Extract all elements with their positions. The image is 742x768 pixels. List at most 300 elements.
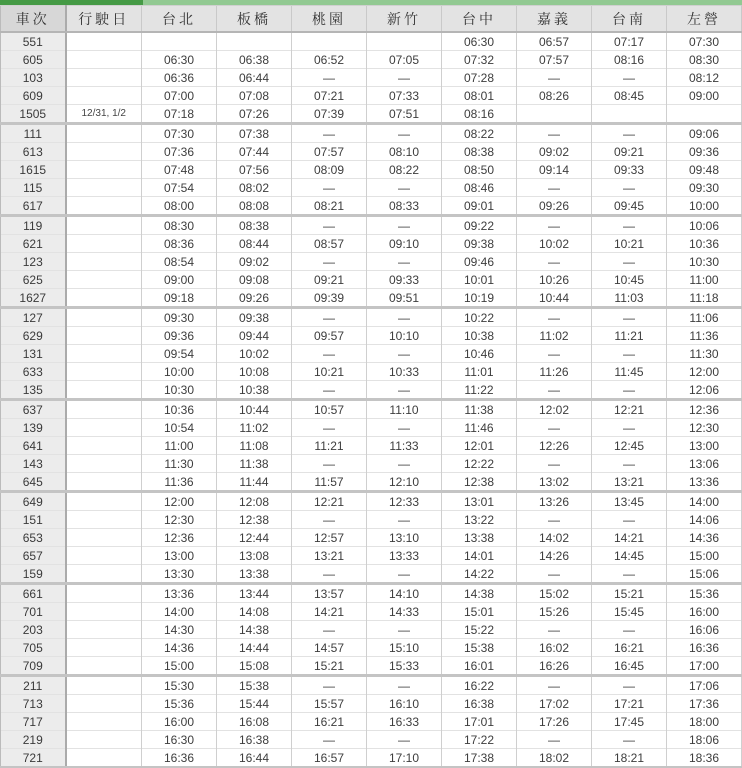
train-number-cell: 721 — [1, 749, 66, 768]
train-number-cell: 609 — [1, 87, 66, 105]
time-cell: 17:21 — [592, 695, 667, 713]
operating-days-cell — [66, 32, 142, 51]
time-cell: 08:46 — [442, 179, 517, 197]
time-cell: 11:26 — [517, 363, 592, 381]
timetable-row — [1, 695, 742, 713]
time-cell — [142, 32, 217, 51]
time-cell: 16:21 — [592, 639, 667, 657]
timetable-row — [1, 565, 742, 584]
operating-days-cell — [66, 124, 142, 143]
time-cell: 10:02 — [517, 235, 592, 253]
operating-days-cell — [66, 639, 142, 657]
operating-days-cell — [66, 657, 142, 676]
timetable-row — [1, 584, 742, 603]
train-number-cell: 115 — [1, 179, 66, 197]
time-cell: 08:44 — [217, 235, 292, 253]
train-number-cell: 151 — [1, 511, 66, 529]
time-cell: 08:50 — [442, 161, 517, 179]
time-cell: 11:10 — [367, 400, 442, 419]
time-cell: 07:32 — [442, 51, 517, 69]
time-cell: 15:01 — [442, 603, 517, 621]
train-number-cell: 119 — [1, 216, 66, 235]
time-cell: 15:38 — [217, 676, 292, 695]
time-cell: 09:44 — [217, 327, 292, 345]
time-cell: 06:57 — [517, 32, 592, 51]
time-cell — [367, 32, 442, 51]
time-cell: 10:22 — [442, 308, 517, 327]
timetable-row — [1, 713, 742, 731]
time-cell: 11:00 — [667, 271, 742, 289]
time-cell: — — [292, 676, 367, 695]
time-cell: 09:00 — [142, 271, 217, 289]
time-cell: 14:45 — [592, 547, 667, 565]
time-cell: 09:57 — [292, 327, 367, 345]
time-cell: — — [592, 308, 667, 327]
time-cell: 17:06 — [667, 676, 742, 695]
time-cell: 18:02 — [517, 749, 592, 768]
time-cell: 09:06 — [667, 124, 742, 143]
time-cell: — — [517, 419, 592, 437]
train-number-cell: 641 — [1, 437, 66, 455]
time-cell: — — [367, 69, 442, 87]
time-cell: 12:01 — [442, 437, 517, 455]
timetable-row — [1, 657, 742, 676]
time-cell: — — [292, 511, 367, 529]
time-cell: — — [292, 419, 367, 437]
time-cell: 11:08 — [217, 437, 292, 455]
time-cell: 10:44 — [517, 289, 592, 308]
time-cell: 07:30 — [142, 124, 217, 143]
train-number-cell: 159 — [1, 565, 66, 584]
time-cell: 14:06 — [667, 511, 742, 529]
time-cell: 12:21 — [292, 492, 367, 511]
time-cell: 07:17 — [592, 32, 667, 51]
time-cell: 12:06 — [667, 381, 742, 400]
timetable-row — [1, 639, 742, 657]
time-cell: 09:21 — [292, 271, 367, 289]
train-number-cell: 551 — [1, 32, 66, 51]
time-cell: 15:00 — [667, 547, 742, 565]
train-number-cell: 131 — [1, 345, 66, 363]
time-cell: 06:30 — [442, 32, 517, 51]
time-cell: 13:00 — [667, 437, 742, 455]
train-number-cell: 637 — [1, 400, 66, 419]
time-cell: — — [517, 216, 592, 235]
column-header-train-number: 車次 — [1, 6, 66, 33]
time-cell: — — [367, 731, 442, 749]
time-cell: 08:30 — [667, 51, 742, 69]
operating-days-cell — [66, 676, 142, 695]
time-cell: — — [292, 731, 367, 749]
time-cell: 12:30 — [142, 511, 217, 529]
time-cell: 08:54 — [142, 253, 217, 271]
timetable-row — [1, 271, 742, 289]
time-cell: 18:00 — [667, 713, 742, 731]
time-cell: 07:38 — [217, 124, 292, 143]
train-number-cell: 661 — [1, 584, 66, 603]
time-cell: — — [292, 381, 367, 400]
time-cell: — — [592, 381, 667, 400]
time-cell: 07:00 — [142, 87, 217, 105]
time-cell: — — [367, 676, 442, 695]
time-cell: 11:22 — [442, 381, 517, 400]
time-cell: 09:48 — [667, 161, 742, 179]
time-cell: 13:06 — [667, 455, 742, 473]
time-cell: 16:21 — [292, 713, 367, 731]
train-number-cell: 139 — [1, 419, 66, 437]
time-cell: 06:36 — [142, 69, 217, 87]
time-cell — [592, 105, 667, 124]
time-cell: 09:38 — [442, 235, 517, 253]
time-cell: — — [592, 69, 667, 87]
time-cell: 09:22 — [442, 216, 517, 235]
train-number-cell: 645 — [1, 473, 66, 492]
time-cell: 07:57 — [292, 143, 367, 161]
operating-days-cell — [66, 179, 142, 197]
operating-days-cell — [66, 235, 142, 253]
train-number-cell: 219 — [1, 731, 66, 749]
time-cell: 11:30 — [142, 455, 217, 473]
time-cell: 15:02 — [517, 584, 592, 603]
time-cell: 12:02 — [517, 400, 592, 419]
time-cell: 08:01 — [442, 87, 517, 105]
operating-days-cell — [66, 547, 142, 565]
train-number-cell: 705 — [1, 639, 66, 657]
operating-days-cell — [66, 253, 142, 271]
time-cell: — — [292, 124, 367, 143]
time-cell: 10:21 — [592, 235, 667, 253]
time-cell: 12:08 — [217, 492, 292, 511]
time-cell: 11:38 — [442, 400, 517, 419]
time-cell: — — [592, 676, 667, 695]
time-cell: 12:57 — [292, 529, 367, 547]
timetable-row — [1, 216, 742, 235]
time-cell: 16:01 — [442, 657, 517, 676]
time-cell: 13:44 — [217, 584, 292, 603]
column-header-zuoying: 左營 — [667, 6, 742, 33]
column-header-taoyuan: 桃園 — [292, 6, 367, 33]
timetable-row — [1, 749, 742, 768]
timetable-row — [1, 455, 742, 473]
operating-days-cell — [66, 731, 142, 749]
time-cell: — — [367, 216, 442, 235]
timetable-row — [1, 511, 742, 529]
train-number-cell: 657 — [1, 547, 66, 565]
time-cell: 13:30 — [142, 565, 217, 584]
time-cell: — — [367, 381, 442, 400]
time-cell: 07:21 — [292, 87, 367, 105]
time-cell: 08:16 — [592, 51, 667, 69]
time-cell: 14:21 — [292, 603, 367, 621]
time-cell: 06:38 — [217, 51, 292, 69]
time-cell: 09:18 — [142, 289, 217, 308]
time-cell: 11:46 — [442, 419, 517, 437]
time-cell: 16:22 — [442, 676, 517, 695]
column-header-banqiao: 板橋 — [217, 6, 292, 33]
time-cell: — — [517, 621, 592, 639]
operating-days-cell — [66, 51, 142, 69]
train-number-cell: 1627 — [1, 289, 66, 308]
time-cell: 13:08 — [217, 547, 292, 565]
time-cell: 17:02 — [517, 695, 592, 713]
time-cell: 16:57 — [292, 749, 367, 768]
time-cell: 08:21 — [292, 197, 367, 216]
time-cell: 12:22 — [442, 455, 517, 473]
time-cell: 13:57 — [292, 584, 367, 603]
time-cell: 08:38 — [217, 216, 292, 235]
time-cell: 09:36 — [667, 143, 742, 161]
time-cell: 09:36 — [142, 327, 217, 345]
time-cell: 09:38 — [217, 308, 292, 327]
time-cell: 10:06 — [667, 216, 742, 235]
time-cell: 10:02 — [217, 345, 292, 363]
time-cell: 10:00 — [667, 197, 742, 216]
operating-days-cell: 12/31, 1/2 — [66, 105, 142, 124]
time-cell: 14:33 — [367, 603, 442, 621]
time-cell: 10:08 — [217, 363, 292, 381]
operating-days-cell — [66, 713, 142, 731]
time-cell: 11:21 — [292, 437, 367, 455]
operating-days-cell — [66, 529, 142, 547]
timetable-row — [1, 327, 742, 345]
time-cell: 16:38 — [442, 695, 517, 713]
timetable-row — [1, 51, 742, 69]
time-cell: — — [367, 511, 442, 529]
time-cell: 08:09 — [292, 161, 367, 179]
time-cell: 15:22 — [442, 621, 517, 639]
time-cell: 13:10 — [367, 529, 442, 547]
time-cell: 14:02 — [517, 529, 592, 547]
time-cell: — — [517, 345, 592, 363]
time-cell: 08:57 — [292, 235, 367, 253]
time-cell: 07:36 — [142, 143, 217, 161]
time-cell: 15:45 — [592, 603, 667, 621]
train-number-cell: 111 — [1, 124, 66, 143]
time-cell: 07:48 — [142, 161, 217, 179]
time-cell: 14:08 — [217, 603, 292, 621]
time-cell: 15:44 — [217, 695, 292, 713]
timetable-row — [1, 32, 742, 51]
timetable-row — [1, 143, 742, 161]
operating-days-cell — [66, 437, 142, 455]
time-cell: 16:30 — [142, 731, 217, 749]
time-cell: — — [292, 69, 367, 87]
time-cell: 10:26 — [517, 271, 592, 289]
time-cell: — — [517, 124, 592, 143]
time-cell: 12:33 — [367, 492, 442, 511]
time-cell: 10:01 — [442, 271, 517, 289]
time-cell: 11:21 — [592, 327, 667, 345]
time-cell: 08:26 — [517, 87, 592, 105]
time-cell: 07:57 — [517, 51, 592, 69]
train-number-cell: 701 — [1, 603, 66, 621]
time-cell: 10:38 — [442, 327, 517, 345]
time-cell: 11:36 — [667, 327, 742, 345]
time-cell: 11:33 — [367, 437, 442, 455]
train-number-cell: 713 — [1, 695, 66, 713]
time-cell: — — [292, 621, 367, 639]
time-cell: 16:08 — [217, 713, 292, 731]
timetable-row — [1, 235, 742, 253]
timetable-row — [1, 492, 742, 511]
time-cell: 16:10 — [367, 695, 442, 713]
column-header-hsinchu: 新竹 — [367, 6, 442, 33]
timetable-row — [1, 529, 742, 547]
time-cell: 09:00 — [667, 87, 742, 105]
operating-days-cell — [66, 197, 142, 216]
time-cell: 12:30 — [667, 419, 742, 437]
time-cell: 10:00 — [142, 363, 217, 381]
time-cell: 16:45 — [592, 657, 667, 676]
timetable-row — [1, 105, 742, 124]
time-cell: 09:33 — [592, 161, 667, 179]
timetable-row — [1, 731, 742, 749]
time-cell: 08:36 — [142, 235, 217, 253]
time-cell — [517, 105, 592, 124]
time-cell: 16:00 — [142, 713, 217, 731]
time-cell: 14:10 — [367, 584, 442, 603]
train-number-cell: 1505 — [1, 105, 66, 124]
operating-days-cell — [66, 419, 142, 437]
time-cell: 09:02 — [217, 253, 292, 271]
time-cell: 08:38 — [442, 143, 517, 161]
time-cell: 09:14 — [517, 161, 592, 179]
time-cell: 06:44 — [217, 69, 292, 87]
time-cell: 17:45 — [592, 713, 667, 731]
time-cell: — — [592, 511, 667, 529]
train-number-cell: 717 — [1, 713, 66, 731]
time-cell: 15:38 — [442, 639, 517, 657]
train-number-cell: 203 — [1, 621, 66, 639]
time-cell: — — [592, 731, 667, 749]
timetable-row — [1, 437, 742, 455]
time-cell: 14:36 — [142, 639, 217, 657]
time-cell: 12:00 — [667, 363, 742, 381]
time-cell: — — [592, 253, 667, 271]
time-cell: 15:36 — [667, 584, 742, 603]
time-cell: 14:22 — [442, 565, 517, 584]
time-cell: — — [367, 308, 442, 327]
time-cell: 07:54 — [142, 179, 217, 197]
train-number-cell: 625 — [1, 271, 66, 289]
time-cell: 09:45 — [592, 197, 667, 216]
column-header-taichung: 台中 — [442, 6, 517, 33]
time-cell: 07:26 — [217, 105, 292, 124]
time-cell: — — [292, 345, 367, 363]
time-cell: — — [367, 621, 442, 639]
time-cell: 09:26 — [517, 197, 592, 216]
time-cell: 13:45 — [592, 492, 667, 511]
time-cell: 18:36 — [667, 749, 742, 768]
time-cell: 15:57 — [292, 695, 367, 713]
time-cell: 14:44 — [217, 639, 292, 657]
time-cell: 13:01 — [442, 492, 517, 511]
time-cell: 10:33 — [367, 363, 442, 381]
time-cell: 09:08 — [217, 271, 292, 289]
time-cell: 10:44 — [217, 400, 292, 419]
operating-days-cell — [66, 400, 142, 419]
time-cell: — — [517, 511, 592, 529]
time-cell: 06:52 — [292, 51, 367, 69]
time-cell: 13:36 — [667, 473, 742, 492]
timetable-row — [1, 289, 742, 308]
time-cell — [217, 32, 292, 51]
operating-days-cell — [66, 511, 142, 529]
time-cell: 07:05 — [367, 51, 442, 69]
time-cell: 15:08 — [217, 657, 292, 676]
time-cell: 16:02 — [517, 639, 592, 657]
timetable-row — [1, 363, 742, 381]
time-cell: — — [517, 253, 592, 271]
time-cell: 07:33 — [367, 87, 442, 105]
timetable-row — [1, 87, 742, 105]
time-cell: — — [292, 308, 367, 327]
operating-days-cell — [66, 271, 142, 289]
time-cell: — — [292, 455, 367, 473]
operating-days-cell — [66, 565, 142, 584]
timetable-header-row — [1, 6, 742, 33]
time-cell: 09:21 — [592, 143, 667, 161]
time-cell: 09:01 — [442, 197, 517, 216]
time-cell: 16:33 — [367, 713, 442, 731]
time-cell: 13:38 — [442, 529, 517, 547]
time-cell: 07:39 — [292, 105, 367, 124]
train-number-cell: 653 — [1, 529, 66, 547]
time-cell: 14:57 — [292, 639, 367, 657]
time-cell: 08:08 — [217, 197, 292, 216]
time-cell: — — [592, 345, 667, 363]
train-number-cell: 127 — [1, 308, 66, 327]
time-cell: 09:51 — [367, 289, 442, 308]
time-cell: 17:00 — [667, 657, 742, 676]
time-cell: 16:38 — [217, 731, 292, 749]
time-cell: 12:36 — [142, 529, 217, 547]
time-cell: 15:21 — [592, 584, 667, 603]
time-cell: — — [367, 253, 442, 271]
time-cell: — — [592, 565, 667, 584]
time-cell: 17:10 — [367, 749, 442, 768]
time-cell: 15:33 — [367, 657, 442, 676]
time-cell: 15:26 — [517, 603, 592, 621]
operating-days-cell — [66, 327, 142, 345]
time-cell: 07:30 — [667, 32, 742, 51]
column-header-taipei: 台北 — [142, 6, 217, 33]
time-cell: 15:21 — [292, 657, 367, 676]
time-cell: 10:45 — [592, 271, 667, 289]
time-cell: — — [517, 565, 592, 584]
time-cell: 09:30 — [667, 179, 742, 197]
operating-days-cell — [66, 473, 142, 492]
time-cell: — — [367, 179, 442, 197]
time-cell: 07:28 — [442, 69, 517, 87]
time-cell: 09:02 — [517, 143, 592, 161]
time-cell: 12:00 — [142, 492, 217, 511]
time-cell: — — [367, 419, 442, 437]
timetable-row — [1, 621, 742, 639]
time-cell: 14:00 — [142, 603, 217, 621]
time-cell: — — [292, 179, 367, 197]
time-cell: — — [517, 731, 592, 749]
time-cell: 11:36 — [142, 473, 217, 492]
time-cell: 10:54 — [142, 419, 217, 437]
time-cell: — — [592, 455, 667, 473]
operating-days-cell — [66, 695, 142, 713]
time-cell: 16:26 — [517, 657, 592, 676]
time-cell: — — [292, 565, 367, 584]
time-cell: 10:57 — [292, 400, 367, 419]
time-cell: 07:56 — [217, 161, 292, 179]
time-cell: — — [517, 69, 592, 87]
